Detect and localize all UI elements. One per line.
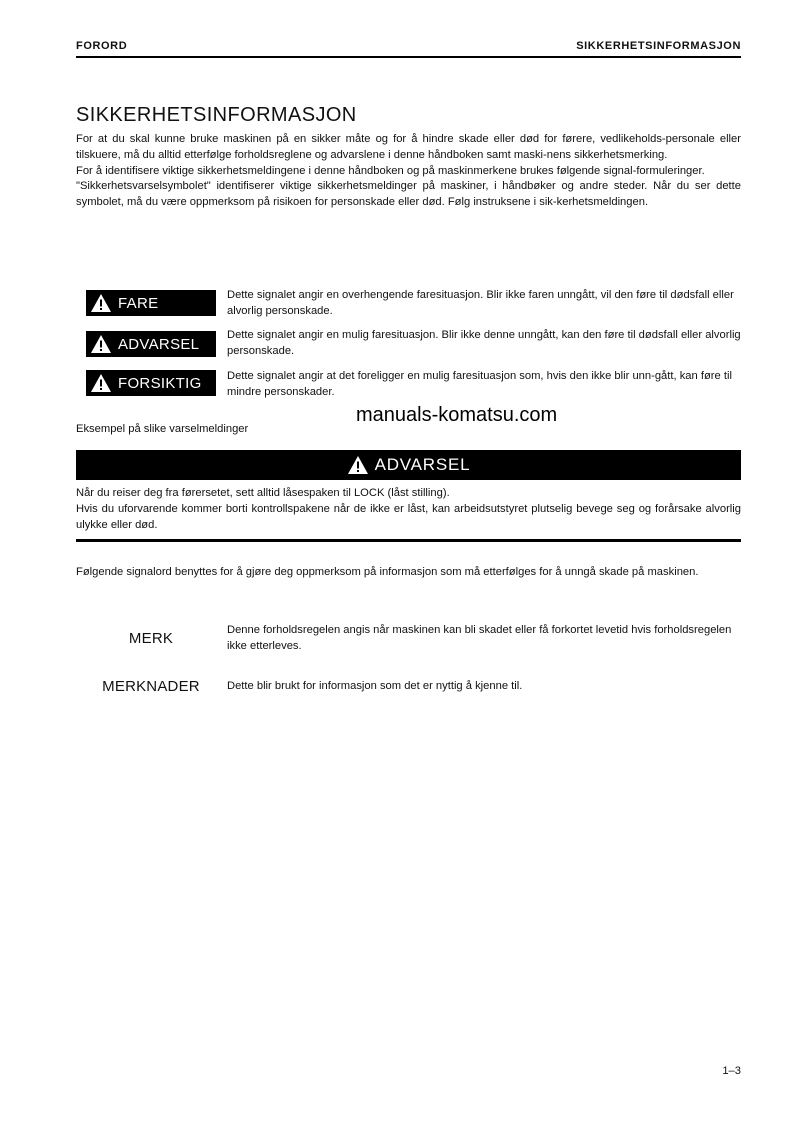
signal-description-forsiktig: Dette signalet angir at det foreligger en mulig faresituasjon som, hvis den ikke blir unn-gått, kan føre til mindre personskader.: [227, 370, 732, 398]
intro-paragraph: For å identifisere viktige sikkerhetsmeldingene i denne håndboken og på maskinmerkene brukes følgende signal-formuleringer.: [76, 164, 705, 177]
intro-text: [76, 132, 741, 211]
note-description-merk: Denne forholdsregelen angis når maskinen kan bli skadet eller få forkortet levetid hvis forholdsregelen ikke etterleves.: [227, 624, 732, 652]
note-description-merknader: Dette blir brukt for informasjon som det er nyttig å kjenne til.: [227, 680, 523, 692]
note-word-merk: MERK: [128, 630, 174, 647]
intro-paragraph: For at du skal kunne bruke maskinen på en sikker måte og for å hindre skade eller død for førere, vedlikeholds-personale eller tilskuere, må du alltid etterfølge forholdsreglene og advarslene i denne håndboken samt maski-nens sikkerhetsmerking.: [76, 133, 741, 161]
warning-end-rule: [76, 539, 741, 542]
warning-line: Når du reiser deg fra førersetet, sett alltid låsespaken til LOCK (låst stilling).: [76, 487, 450, 499]
warning-triangle-icon: [86, 331, 116, 357]
warning-triangle-icon: [86, 290, 116, 316]
header-chapter-label: SIKKERHETSINFORMASJON: [576, 40, 741, 52]
intro-paragraph: "Sikkerhetsvarselsymbolet" identifiserer viktige sikkerhetsmeldinger på maskiner, i håndbøker og andre steder. Når du ser dette symbolet, må du være oppmerksom på risikoen for personskade eller død. Følg instruksene i sik-kerhetsmeldingen.: [76, 180, 741, 209]
warning-line: Hvis du uforvarende kommer borti kontrollspakene når de ikke er låst, kan arbeidsutstyret plutselig bevege seg og forårsake alvorlig ulykke eller død.: [76, 503, 741, 531]
warning-text: [76, 485, 741, 533]
signal-description-fare: Dette signalet angir en overhengende faresituasjon. Blir ikke faren unngått, vil den føre til dødsfall eller alvorlig personskade.: [227, 289, 734, 317]
page-title: SIKKERHETSINFORMASJON: [76, 104, 357, 126]
signal-badge-label: FARE: [118, 294, 159, 312]
page-header: [76, 39, 741, 58]
warning-triangle-icon: [347, 455, 369, 475]
warning-banner: [76, 450, 741, 480]
example-label: Eksempel på slike varselmeldinger: [76, 423, 249, 435]
signal-description-advarsel: Dette signalet angir en mulig faresituasjon. Blir ikke denne unngått, kan den føre til dødsfall eller alvorlig personskade.: [227, 329, 741, 357]
signal-badge-fare: [86, 290, 216, 316]
signal-badge-advarsel: [86, 331, 216, 357]
note-word-merknader: MERKNADER: [102, 678, 200, 695]
warning-triangle-icon: [86, 370, 116, 396]
signal-badge-label: ADVARSEL: [118, 335, 200, 353]
signal-words-intro: Følgende signalord benyttes for å gjøre deg oppmerksom på informasjon som må etterfølges for å unngå skade på maskinen.: [76, 566, 699, 578]
watermark: manuals-komatsu.com: [356, 404, 558, 426]
header-section-label: FORORD: [76, 40, 128, 52]
page-number: 1–3: [722, 1065, 741, 1077]
signal-badge-label: FORSIKTIG: [118, 374, 202, 392]
warning-banner-label: ADVARSEL: [374, 455, 471, 474]
signal-badge-forsiktig: [86, 370, 216, 396]
